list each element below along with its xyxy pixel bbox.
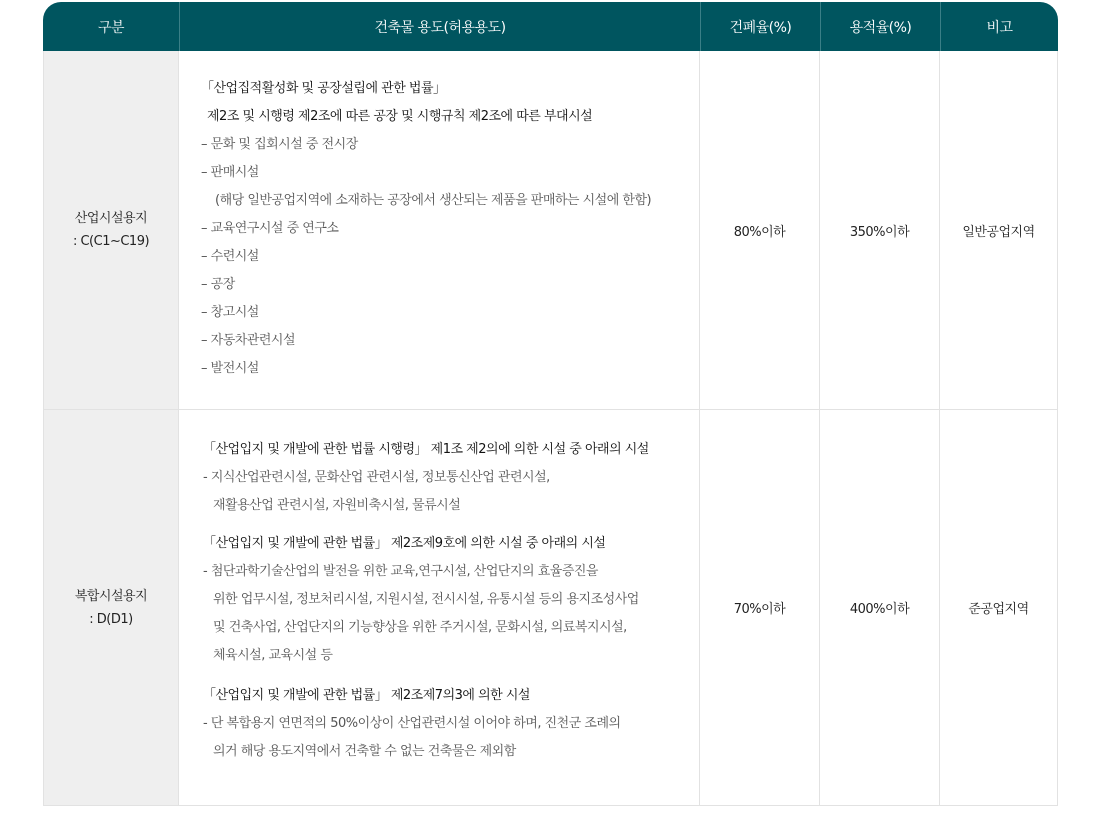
use-law-title: 「산업집적활성화 및 공장설립에 관한 법률」 bbox=[201, 81, 446, 96]
category-name: 복합시설용지 bbox=[74, 588, 148, 604]
use-item: – 자동차관련시설 bbox=[201, 333, 296, 348]
use-law-detail: 제2조 및 시행령 제2조에 따른 공장 및 시행규칙 제2조에 따른 부대시설 bbox=[207, 109, 593, 124]
header-note: 비고 bbox=[940, 2, 1058, 51]
use-law-title: 「산업입지 및 개발에 관한 법률 시행령」 제1조 제2의에 의한 시설 중 아래의 시설 bbox=[203, 442, 649, 457]
header-building-coverage: 건폐율(%) bbox=[700, 2, 820, 51]
header-category: 구분 bbox=[43, 2, 179, 51]
header-row bbox=[43, 2, 1058, 51]
category-cell bbox=[43, 410, 179, 806]
land-use-table bbox=[43, 2, 1058, 806]
building-use-cell bbox=[179, 51, 700, 410]
note-value: 준공업지역 bbox=[940, 410, 1058, 806]
use-item: – 창고시설 bbox=[201, 305, 259, 320]
use-item-note: (해당 일반공업지역에 소재하는 공장에서 생산되는 제품을 판매하는 시설에 한함) bbox=[215, 193, 652, 208]
table-row bbox=[43, 410, 1058, 806]
use-item: – 판매시설 bbox=[201, 165, 259, 180]
table-row bbox=[43, 51, 1058, 410]
category-cell bbox=[43, 51, 179, 410]
use-item: - 첨단과학기술산업의 발전을 위한 교육,연구시설, 산업단지의 효율증진을 bbox=[203, 564, 598, 579]
header-floor-area-ratio: 용적율(%) bbox=[820, 2, 940, 51]
use-item: – 공장 bbox=[201, 277, 235, 292]
floor-area-ratio-value: 400%이하 bbox=[820, 410, 940, 806]
building-use-cell bbox=[179, 410, 700, 806]
land-use-table-container bbox=[43, 2, 1058, 806]
floor-area-ratio-value: 350%이하 bbox=[820, 51, 940, 410]
note-value: 일반공업지역 bbox=[940, 51, 1058, 410]
use-item-continued: 체육시설, 교육시설 등 bbox=[213, 648, 333, 663]
use-item-continued: 및 건축사업, 산업단지의 기능향상을 위한 주거시설, 문화시설, 의료복지시설, bbox=[213, 620, 627, 635]
use-item-continued: 위한 업무시설, 정보처리시설, 지원시설, 전시시설, 유통시설 등의 용지조성사업 bbox=[213, 592, 639, 607]
category-code: : D(D1) bbox=[89, 611, 133, 627]
use-item: – 수련시설 bbox=[201, 249, 259, 264]
table-header bbox=[43, 2, 1058, 51]
category-code: : C(C1~C19) bbox=[72, 234, 150, 249]
use-item: – 교육연구시설 중 연구소 bbox=[201, 221, 339, 236]
use-item: – 발전시설 bbox=[201, 361, 259, 376]
building-coverage-value: 80%이하 bbox=[700, 51, 820, 410]
use-law-title: 「산업입지 및 개발에 관한 법률」 제2조제7의3에 의한 시설 bbox=[203, 688, 530, 703]
use-item-continued: 의거 해당 용도지역에서 건축할 수 없는 건축물은 제외함 bbox=[213, 744, 516, 759]
use-item: - 지식산업관련시설, 문화산업 관련시설, 정보통신산업 관련시설, bbox=[203, 470, 550, 485]
header-building-use: 건축물 용도(허용용도) bbox=[179, 2, 700, 51]
use-item-continued: 재활용산업 관련시설, 자원비축시설, 물류시설 bbox=[213, 498, 461, 513]
use-law-title: 「산업입지 및 개발에 관한 법률」 제2조제9호에 의한 시설 중 아래의 시설 bbox=[203, 536, 606, 551]
building-coverage-value: 70%이하 bbox=[700, 410, 820, 806]
category-name: 산업시설용지 bbox=[74, 211, 148, 226]
use-item: – 문화 및 집회시설 중 전시장 bbox=[201, 137, 358, 152]
use-item: - 단 복합용지 연면적의 50%이상이 산업관련시설 이어야 하며, 진천군 조례의 bbox=[203, 716, 621, 731]
